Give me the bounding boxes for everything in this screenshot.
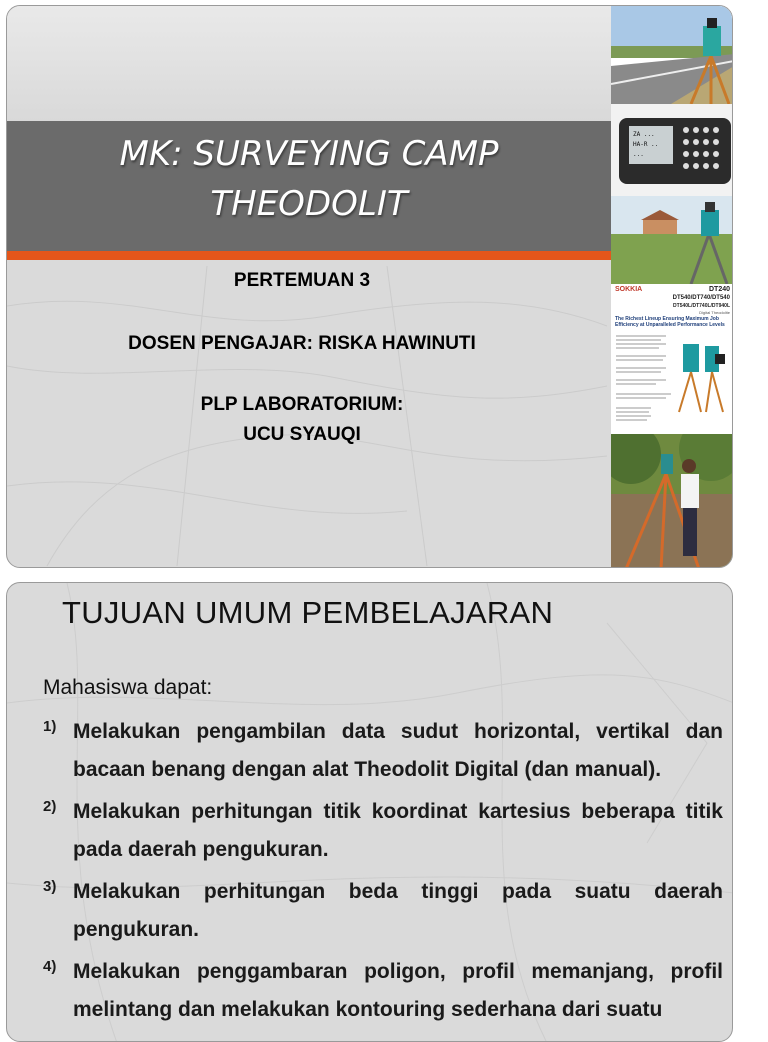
objectives-intro: Mahasiswa dapat:	[43, 676, 213, 699]
brochure-subtitle: Digital Theodolite	[699, 310, 730, 315]
objectives-list	[43, 713, 723, 1033]
svg-text:...: ...	[633, 151, 644, 158]
photo-column	[611, 6, 733, 568]
objectives-title: TUJUAN UMUM PEMBELAJARAN	[62, 595, 554, 630]
list-item-number: 2)	[43, 798, 57, 815]
list-item	[43, 873, 723, 949]
photo-brochure	[611, 284, 733, 434]
lecturer-label: DOSEN PENGAJAR: RISKA HAWINUTI	[128, 333, 476, 354]
list-item	[43, 793, 723, 869]
brochure-model-line2: DT540/DT740/DT540	[672, 295, 730, 301]
list-item-number: 1)	[43, 718, 57, 735]
photo-surveyor	[611, 434, 733, 568]
svg-text:HA-R ..: HA-R ..	[633, 141, 659, 148]
title-line-2: THEODOLIT	[210, 184, 408, 224]
list-item	[43, 713, 723, 789]
svg-text:ZA ...: ZA ...	[633, 131, 655, 138]
list-item-text: Melakukan perhitungan titik koordinat kartesius beberapa titik pada daerah pengukuran.	[73, 800, 723, 861]
list-item	[43, 953, 723, 1029]
plp-name: UCU SYAUQI	[243, 424, 361, 445]
list-item-number: 3)	[43, 878, 57, 895]
list-item-text: Melakukan pengambilan data sudut horizontal, vertikal dan bacaan benang dengan alat Theodolit Digital (dan manual).	[73, 720, 723, 781]
slide-title	[6, 5, 733, 568]
list-item-text: Melakukan perhitungan beda tinggi pada suatu daerah pengukuran.	[73, 880, 723, 941]
brochure-headline: The Richest Lineup Ensuring Maximum Job Efficiency at Unparalleled Performance Levels	[615, 316, 725, 328]
brochure-model-line3: DT540L/DT740L/DT940L	[673, 303, 730, 309]
photo-keypad	[611, 104, 733, 196]
brochure-brand: SOKKIA	[615, 286, 643, 293]
title-line-1: MK: SURVEYING CAMP	[119, 134, 499, 174]
slide-objectives	[6, 582, 733, 1042]
brochure-model-top: DT240	[708, 286, 730, 293]
plp-label: PLP LABORATORIUM:	[200, 394, 404, 415]
photo-theodolite-road	[611, 6, 733, 104]
list-item-number: 4)	[43, 958, 57, 975]
photo-theodolite-field	[611, 196, 733, 284]
meeting-label: PERTEMUAN 3	[233, 270, 371, 291]
list-item-text: Melakukan penggambaran poligon, profil memanjang, profil melintang dan melakukan kontouring sederhana dari suatu	[73, 960, 723, 1021]
slide-title-text	[7, 129, 611, 229]
